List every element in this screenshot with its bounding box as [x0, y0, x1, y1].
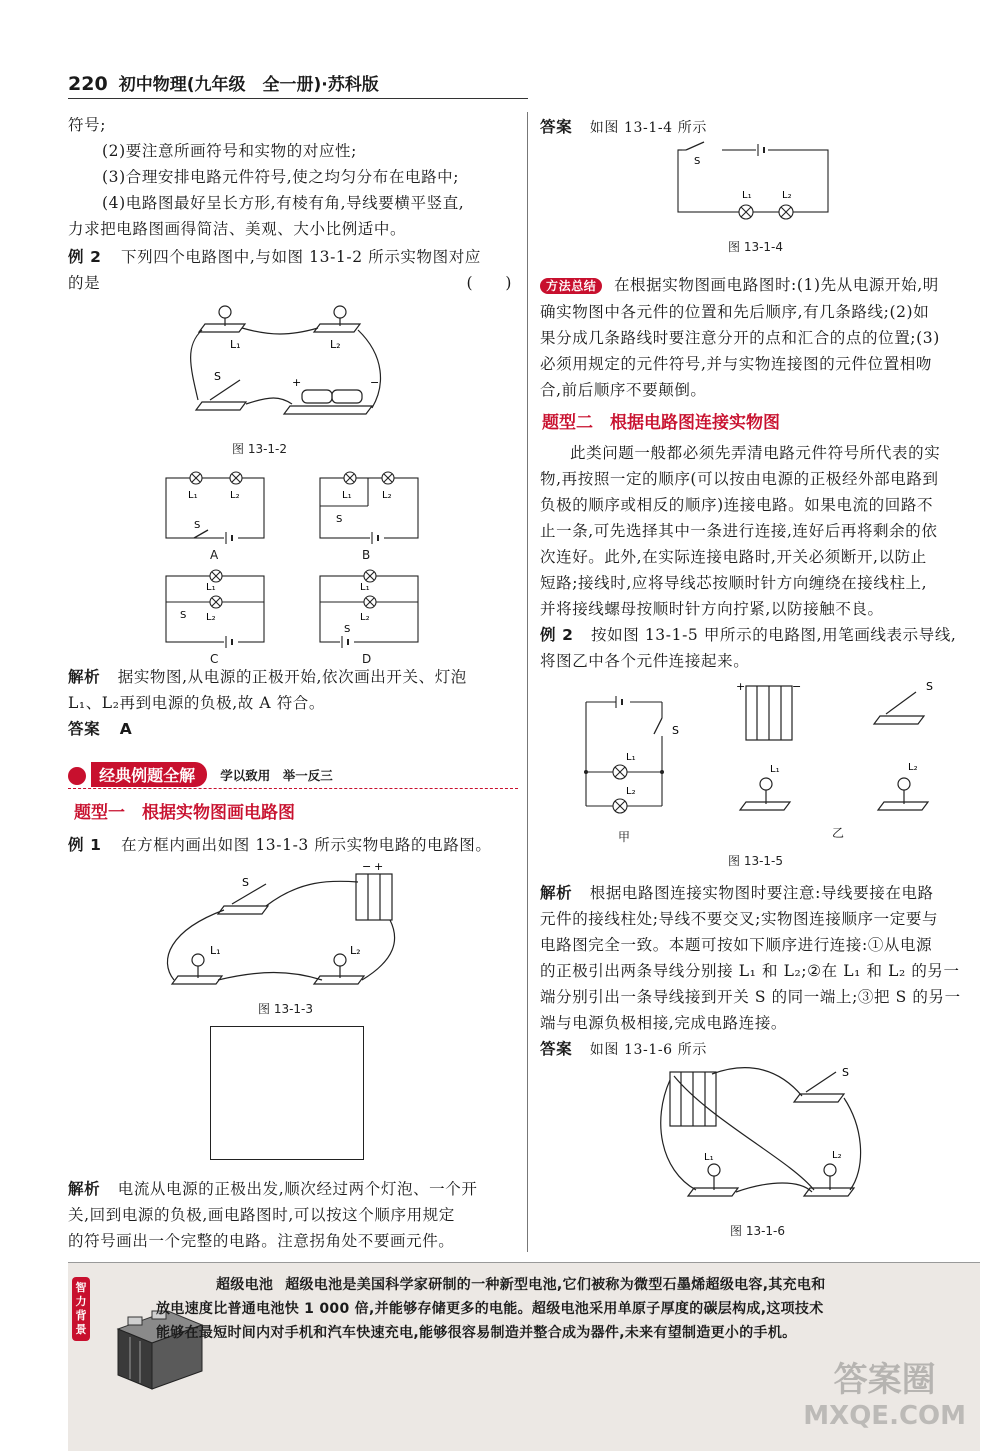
svg-text:S: S: [694, 156, 701, 167]
svg-text:L₁: L₁: [210, 944, 221, 957]
figure-13-1-6: [650, 1060, 870, 1210]
sub-label-yi: 乙: [832, 826, 845, 840]
answer-text: 如图 13-1-4 所示: [589, 120, 707, 136]
example-text: 的是: [68, 274, 101, 292]
footer-text: [156, 1273, 972, 1345]
analysis-label: 解析: [540, 884, 573, 902]
footer-tag-text: 智力背景: [75, 1281, 87, 1336]
option-label: C: [210, 652, 219, 666]
page-number: 220: [68, 73, 108, 95]
example-2-left: [68, 244, 518, 296]
figure-caption: 图 13-1-3: [258, 1002, 314, 1016]
type1-example: [68, 832, 518, 858]
example-text: 在方框内画出如图 13-1-3 所示实物电路的电路图。: [121, 836, 492, 854]
example-text: 按如图 13-1-5 甲所示的电路图,用笔画线表示导线,: [591, 626, 957, 644]
physical-circuit-drawing: [150, 860, 410, 996]
svg-text:−: −: [792, 680, 802, 693]
answer-1: [540, 114, 980, 141]
svg-text:S: S: [242, 876, 249, 889]
paragraph-line: 物,再按照一定的顺序(可以按由电源的正极经外部电路到: [540, 470, 939, 488]
paragraph-line: 止一条,可先选择其中一条进行连接,连好后再将剩余的依: [540, 522, 938, 540]
section-banner: [68, 762, 518, 789]
figure-caption: 图 13-1-6: [730, 1224, 786, 1238]
svg-text:+: +: [292, 376, 302, 389]
footer-line: 放电速度比普通电池快 1 000 倍,并能够存储更多的电能。超级电池采用单原子厚度的碳层构成,这项技术: [156, 1301, 824, 1317]
option-label: B: [362, 548, 371, 562]
example-text: 下列四个电路图中,与如图 13-1-2 所示实物图对应: [121, 248, 481, 266]
cont-line: (2)要注意所画符号和实物的对应性;: [102, 142, 357, 160]
column-divider: [527, 112, 528, 1252]
svg-text:L₂: L₂: [360, 612, 370, 623]
type2-example: [540, 622, 980, 674]
svg-text:L₂: L₂: [908, 762, 918, 773]
type2-paragraph: [540, 440, 980, 622]
method-text: 果分成几条路线时要注意分开的点和汇合的点的位置;(3): [540, 329, 940, 347]
left-continuation: [68, 112, 518, 242]
paragraph-line: 此类问题一般都必须先弄清电路元件符号所代表的实: [570, 444, 941, 462]
svg-text:L₂: L₂: [350, 944, 361, 957]
figure-13-1-5-jia: [576, 688, 696, 828]
svg-text:S: S: [336, 514, 343, 525]
svg-text:L₁: L₁: [188, 490, 198, 501]
example-label: 例 2: [68, 248, 102, 266]
svg-text:S: S: [344, 624, 351, 635]
option-label: D: [362, 652, 372, 666]
banner-subtitle: 学以致用 举一反三: [220, 767, 333, 783]
analysis-text: L₁、L₂再到电源的负极,故 A 符合。: [68, 694, 325, 712]
answer-box[interactable]: [210, 1026, 364, 1160]
figure-13-1-3: [150, 860, 410, 996]
figure-caption: 图 13-1-5: [728, 854, 784, 868]
svg-text:L₁: L₁: [770, 764, 780, 775]
svg-text:S: S: [926, 680, 933, 693]
figure-13-1-4: [670, 140, 840, 220]
analysis-text: 电流从电源的正极出发,顺次经过两个灯泡、一个开: [117, 1180, 478, 1198]
example-text: 将图乙中各个元件连接起来。: [540, 652, 750, 670]
footer-line: 超级电池是美国科学家研制的一种新型电池,它们被称为微型石墨烯超级电容,其充电和: [285, 1277, 826, 1293]
answer-label: 答案: [540, 118, 573, 136]
svg-text:−: −: [362, 860, 372, 873]
example-2-analysis: [68, 664, 518, 742]
type2-heading: 题型二 根据电路图连接实物图: [542, 413, 780, 433]
figure-13-1-2: [180, 296, 400, 436]
cont-line: 符号;: [68, 116, 107, 134]
svg-text:S: S: [180, 610, 187, 621]
watermark-main: 答案圈: [833, 1360, 936, 1400]
answer-label: 答案: [68, 720, 101, 738]
svg-text:+: +: [374, 860, 384, 873]
cont-line: 力求把电路图画得简洁、美观、大小比例适中。: [68, 220, 407, 238]
answer-bracket: ( ): [466, 274, 512, 292]
svg-text:L₂: L₂: [230, 490, 240, 501]
cont-line: (4)电路图最好呈长方形,有棱有角,导线要横平竖直,: [102, 194, 465, 212]
svg-text:L₂: L₂: [330, 338, 341, 351]
svg-text:L₁: L₁: [742, 190, 752, 201]
option-label: A: [210, 548, 219, 562]
example-label: 例 1: [68, 836, 102, 854]
svg-text:+: +: [736, 680, 746, 693]
analysis-label: 解析: [68, 668, 101, 686]
figure-13-1-5-yi: [730, 670, 960, 820]
svg-text:L₁: L₁: [360, 582, 370, 593]
paragraph-line: 负极的顺序或相反的顺序)连接电路。如果电流的回路不: [540, 496, 934, 514]
answer-value: A: [119, 720, 133, 738]
type1-heading: 题型一 根据实物图画电路图: [74, 803, 295, 823]
method-summary: [540, 272, 980, 403]
method-text: 必须用规定的元件符号,并与实物连接图的元件位置相吻: [540, 355, 932, 373]
watermark-url: MXQE.COM: [803, 1401, 966, 1431]
footer-box: [68, 1262, 980, 1451]
svg-text:L₂: L₂: [782, 190, 792, 201]
sub-label-jia: 甲: [618, 830, 631, 844]
analysis-text: 的符号画出一个完整的电路。注意拐角处不要画元件。: [68, 1232, 455, 1250]
svg-text:L₂: L₂: [626, 786, 636, 797]
svg-text:L₂: L₂: [832, 1150, 842, 1161]
svg-text:L₁: L₁: [230, 338, 241, 351]
footer-tag: [72, 1277, 90, 1341]
banner-badge-icon: [68, 767, 86, 785]
method-text: 合,前后顺序不要颠倒。: [540, 381, 707, 399]
figure-caption: 图 13-1-2: [232, 442, 288, 456]
physical-circuit-drawing: [180, 296, 400, 436]
paragraph-line: 短路;接线时,应将导线芯按顺时针方向缠绕在接线柱上,: [540, 574, 928, 592]
method-tag: 方法总结: [540, 278, 602, 294]
option-circuits-svg: [160, 462, 480, 672]
analysis-text: 据实物图,从电源的正极开始,依次画出开关、灯泡: [117, 668, 467, 686]
answer-text: 如图 13-1-6 所示: [589, 1042, 707, 1058]
footer-title: 超级电池: [216, 1277, 274, 1293]
analysis-text: 端与电源负极相接,完成电路连接。: [540, 1014, 788, 1032]
physical-components-drawing: [730, 670, 960, 820]
svg-text:L₂: L₂: [206, 612, 216, 623]
analysis-text: 关,回到电源的负极,画电路图时,可以按这个顺序用规定: [68, 1206, 455, 1224]
analysis-label: 解析: [68, 1180, 101, 1198]
option-circuits: [160, 462, 480, 672]
svg-text:L₁: L₁: [704, 1152, 714, 1163]
watermark: [803, 1352, 966, 1431]
svg-text:−: −: [370, 376, 380, 389]
svg-text:L₂: L₂: [382, 490, 392, 501]
svg-text:S: S: [842, 1066, 849, 1079]
example-label: 例 2: [540, 626, 574, 644]
method-text: 在根据实物图画电路图时:(1)先从电源开始,明: [613, 276, 939, 294]
paragraph-line: 并将接线螺母按顺时针方向拧紧,以防接触不良。: [540, 600, 884, 618]
circuit-diagram: [670, 140, 840, 220]
analysis-text: 元件的接线柱处;导线不要交叉;实物图连接顺序一定要与: [540, 910, 939, 928]
footer-line: 能够在最短时间内对手机和汽车快速充电,能够很容易制造并整合成为器件,未来有望制造更小的手机。: [156, 1325, 797, 1341]
analysis-text: 端分别引出一条导线接到开关 S 的同一端上;③把 S 的另一: [540, 988, 961, 1006]
cont-line: (3)合理安排电路元件符号,使之均匀分布在电路中;: [102, 168, 460, 186]
analysis-text: 的正极引出两条导线分别接 L₁ 和 L₂;②在 L₁ 和 L₂ 的另一: [540, 962, 960, 980]
banner-title: 经典例题全解: [91, 762, 207, 787]
svg-text:S: S: [194, 520, 201, 531]
svg-text:S: S: [672, 724, 679, 737]
paragraph-line: 次连好。此外,在实际连接电路时,开关必须断开,以防止: [540, 548, 927, 566]
svg-text:S: S: [214, 370, 221, 383]
book-title: 初中物理(九年级 全一册)·苏科版: [118, 75, 379, 95]
type2-analysis: [540, 880, 980, 1063]
analysis-text: 根据电路图连接实物图时要注意:导线要接在电路: [589, 884, 934, 902]
circuit-diagram: [576, 688, 696, 828]
figure-caption: 图 13-1-4: [728, 240, 784, 254]
answer-label: 答案: [540, 1040, 573, 1058]
svg-text:L₁: L₁: [206, 582, 216, 593]
method-text: 确实物图中各元件的位置和先后顺序,有几条路线;(2)如: [540, 303, 930, 321]
physical-circuit-drawing: [650, 1060, 870, 1210]
svg-text:L₁: L₁: [342, 490, 352, 501]
svg-text:L₁: L₁: [626, 752, 636, 763]
type1-analysis: [68, 1176, 518, 1254]
page-header: [68, 70, 528, 99]
analysis-text: 电路图完全一致。本题可按如下顺序进行连接:①从电源: [540, 936, 933, 954]
